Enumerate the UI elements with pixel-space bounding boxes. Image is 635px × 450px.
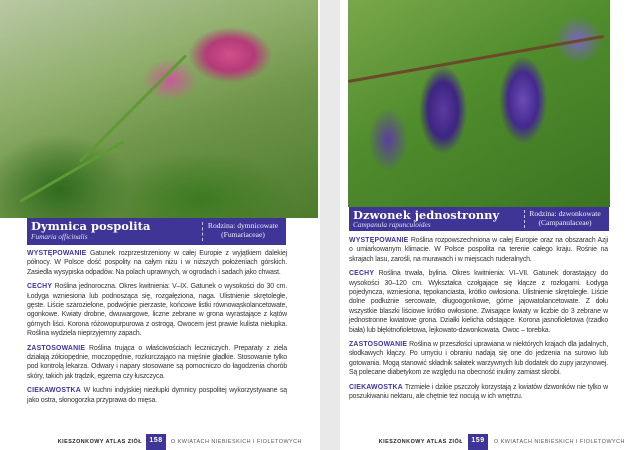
chapter-title: O KWIATACH NIEBIESKICH I FIOLETOWYCH	[494, 439, 625, 445]
section-label: CECHY	[27, 283, 53, 291]
family-label	[204, 221, 282, 239]
section-uses	[27, 344, 287, 382]
section-uses	[349, 340, 608, 378]
section-label: CIEKAWOSTKA	[349, 383, 403, 391]
section-label: ZASTOSOWANIE	[349, 341, 408, 349]
bellflower-photo	[348, 0, 610, 207]
section-text: Gatunek rozprzestrzeniony w całej Europie z wyjątkiem dalekiej północy. W Polsce dość pospolity na całym niżu i w niższych położeniach górskich. Zasiedla wysypiska odpadów. Na polach uprawnych, w ogrodach i sadach jako chwast.	[27, 250, 288, 276]
family-latin: (Campanulaceae)	[538, 218, 592, 227]
family-label	[525, 209, 605, 227]
plant-name: Dymnica pospolita	[31, 219, 151, 233]
section-text: Roślina rozpowszechniona w całej Europie oraz na obszarach Azji o umiarkowanym klimacie. W Polsce pospolita na terenie całego kraju. Rośnie na skrajach lasu, zarośli, na murawach i w miejscach ruderalnych.	[349, 237, 609, 263]
divider	[202, 222, 203, 241]
description	[27, 249, 287, 410]
section-label: CIEKAWOSTKA	[27, 387, 81, 395]
page-footer	[340, 434, 635, 450]
section-text: Roślina trująca o właściwościach leczniczych. Preparaty z ziela działają żółciopędnie, moczopędnie, rozkurczająco na mięśnie gładkie. Stosowanie tylko pod kontrolą lekarza. Odwary i napary stosowane są pomocniczo do łagodzenia chorób skóry, takich jak trądzik, egzema czy łuszczyca.	[27, 344, 287, 380]
book-title: KIESZONKOWY ATLAS ZIÓŁ	[378, 439, 463, 445]
section-text: Roślina w przeszłości uprawiana w niektórych krajach dla jadalnych, słodkawych kłączy. Po umyciu i obraniu nadają się one do jedzenia na surowo lub gotowania. Mogą stanowić składnik sałatek warzywnych lub dodatek do zupy jarzynowej. Są polecane diabetykom ze względu na obecność inuliny zamiast skrobi.	[349, 341, 609, 377]
family-latin: (Fumariaceae)	[221, 230, 265, 239]
section-label: ZASTOSOWANIE	[27, 344, 86, 352]
chapter-title: O KWIATACH NIEBIESKICH I FIOLETOWYCH	[171, 439, 302, 445]
page-number: 158	[146, 434, 166, 450]
description	[349, 236, 608, 407]
book-title: KIESZONKOWY ATLAS ZIÓŁ	[57, 439, 142, 445]
page-number: 159	[468, 434, 488, 450]
section-label: WYSTĘPOWANIE	[27, 250, 87, 257]
plant-title-bar	[349, 207, 609, 231]
stem	[348, 35, 604, 83]
section-text: Trzmiele i dzikie pszczoły korzystają z kwiatów dzwonków nie tylko w poszukiwaniu nektaru, ale chętnie też nocują w ich wnętrzu.	[349, 383, 608, 401]
section-text: Roślina jednoroczna. Okres kwitnienia: V–IX. Gatunek o wysokości do 30 cm. Łodyga wzniesiona lub podnosząca się, rozgałęziona, naga. Ulistnienie skrętoległe, gęste. Liście szarozielone, podwójnie pierzaste, końcowe listki równowąskolancetowate, ogonkowe. Kwiaty drobne, dwuwargowe, liczne zebrane w grona wyrastające z kątów górnych liści. Korona różowopurpurowa z ostrogą. Owocem jest prawie kulista niełupka. Roślina wydziela nieprzyjemny zapach.	[27, 283, 288, 338]
plant-name: Dzwonek jednostronny	[353, 208, 500, 222]
section-occurrence	[27, 249, 287, 277]
latin-name: Campanula rapunculoides	[353, 220, 431, 229]
latin-name: Fumaria officinalis	[31, 232, 88, 241]
stem	[19, 140, 124, 203]
section-text: Roślina trwała, bylina. Okres kwitnienia: VI–VII. Gatunek dorastający do wysokości 30–120 cm. Wykształca czołgające się kłącze z rozłogami. Łodyga pojedyncza, wzniesiona, tępokanciasta, krótko owłosiona. Ulistnienie skrętoległe. Liście dolne podłużnie sercowate, długoogonkowe, górne jajowatolancetowate. Z dołu wszystkie blaszki liściowe krótko owłosione. Zwisające kwiaty w liczbie do 3 zebrane w jednostronne kwiatowe grona. Działki kielicha odstające. Korona jasnofioletowa (rzadko biała) lub błękitnofioletowa, lejkowato-dzwonkowata. Owoc – torebka.	[349, 270, 608, 334]
section-features	[349, 269, 608, 335]
fumitory-photo	[0, 0, 318, 218]
section-occurrence	[349, 236, 608, 264]
section-features	[27, 282, 287, 338]
family-name: Rodzina: dymnicowate	[207, 221, 279, 230]
page-footer	[0, 434, 320, 450]
section-label: CECHY	[349, 270, 375, 278]
section-text: W kuchni indyjskiej niezłupki dymnicy pospolitej wykorzystywane są jako ostra, słonogorzka przyprawa do mięsa.	[27, 387, 287, 404]
section-trivia	[349, 383, 608, 402]
right-page	[340, 0, 635, 450]
stem	[79, 54, 187, 162]
family-name: Rodzina: dzwonkowate	[529, 209, 601, 218]
section-trivia	[27, 386, 287, 405]
plant-title-bar	[27, 218, 286, 245]
section-label: WYSTĘPOWANIE	[349, 237, 409, 244]
